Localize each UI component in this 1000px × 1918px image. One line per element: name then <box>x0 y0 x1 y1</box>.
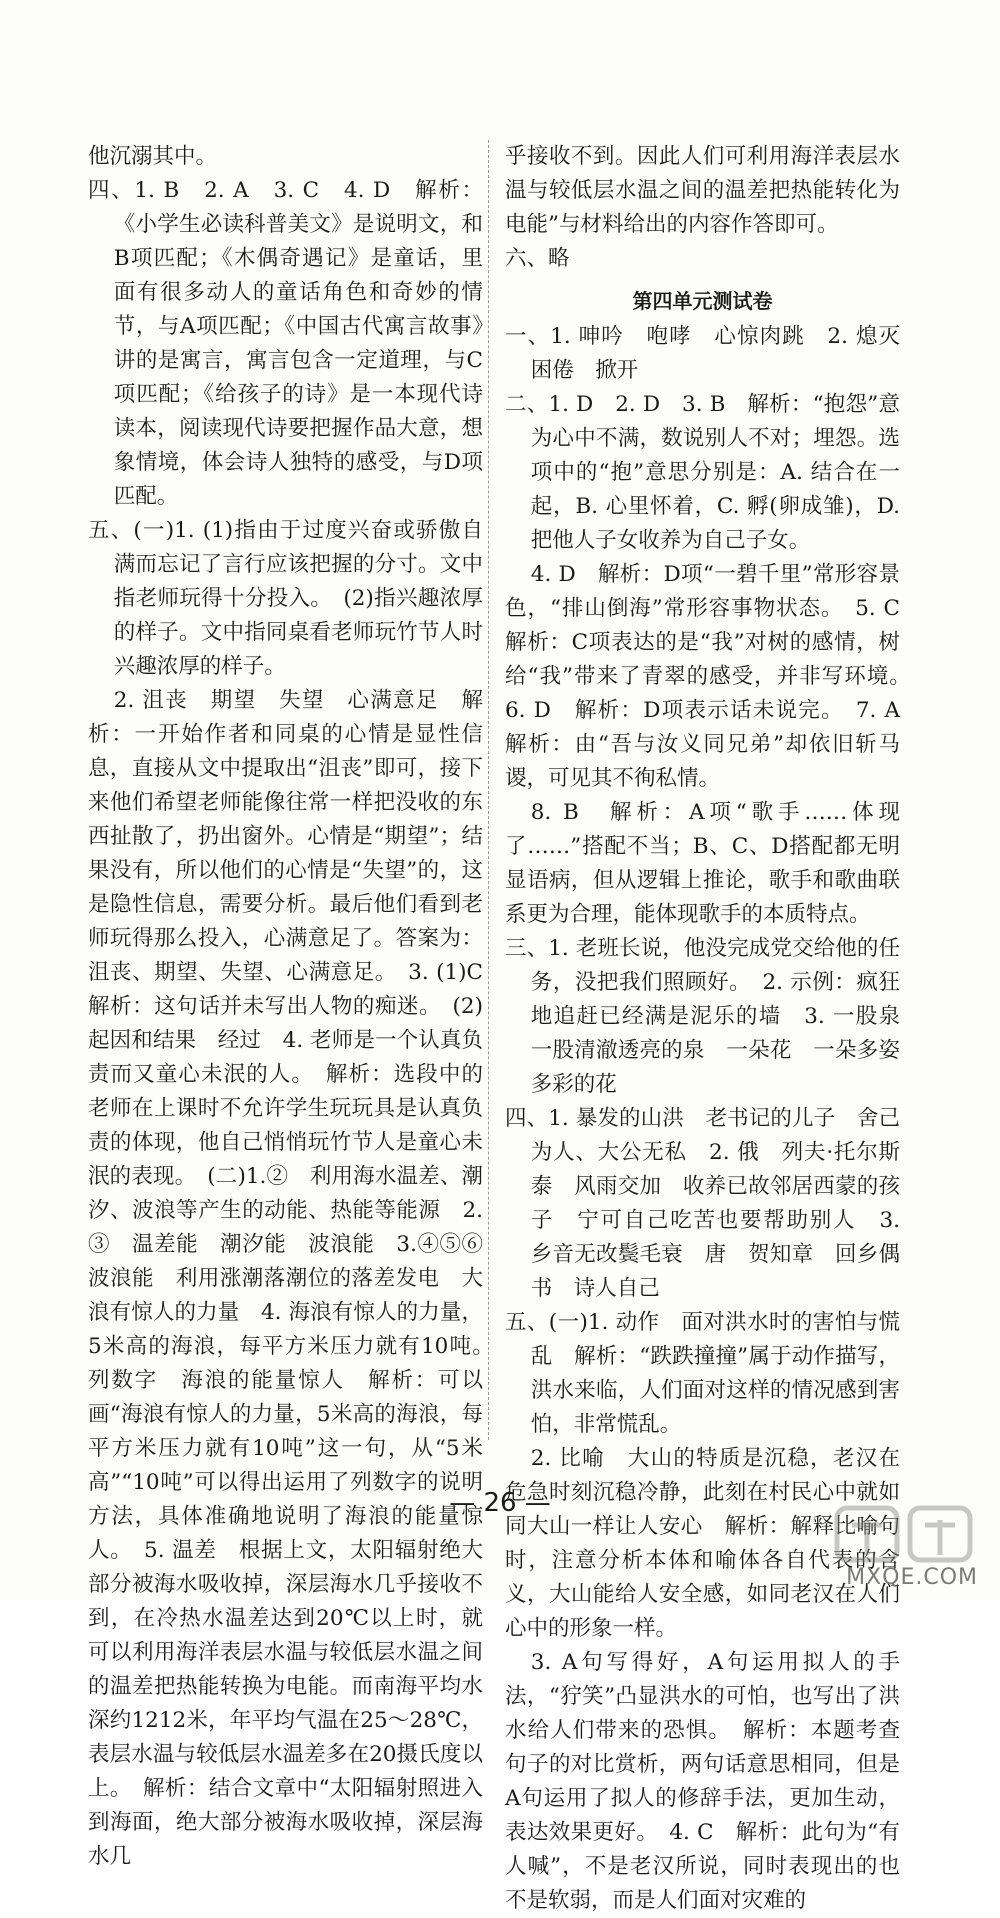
left-para-1: 四、1. B 2. A 3. C 4. D 解析：《小学生必读科普美文》是说明文，和B项匹配；《木偶奇遇记》是童话，里面有很多动人的童话角色和奇妙的情节，与A项匹配；《中国古代寓言故事》讲的是寓言，寓言包含一定道理，与C项匹配；《给孩子的诗》是一本现代诗读本，阅读现代诗要把握作品大意，想象情境，体会诗人独特的感受，与D项匹配。 <box>88 178 483 509</box>
right-para-9: 五、(一)1. 动作 面对洪水时的害怕与慌乱 解析：“跌跌撞撞”属于动作描写，洪水来临，人们面对这样的情况感到害怕，非常慌乱。 <box>505 1310 900 1437</box>
right-para-10: 2. 比喻 大山的特质是沉稳，老汉在危急时刻沉稳冷静，此刻在村民心中就如同大山一样让人安心 解析：解释比喻句时，注意分析本体和喻体各自代表的含义，大山能给人安全感，如同老汉在人们心中的形象一样。 <box>505 1446 900 1641</box>
right-para-11: 3. A句写得好，A句运用拟人的手法，“狞笑”凸显洪水的可怕，也写出了洪水给人们带来的恐惧。 解析：本题考查句子的对比赏析，两句话意思相同，但是A句运用了拟人的修辞手法，更加生动，表达效果更好。 4. C 解析：此句为“有人喊”，不是老汉所说，同时表现出的也不是软弱，而是人们面对灾难的 <box>505 1650 900 1913</box>
left-para-2: 五、(一)1. (1)指由于过度兴奋或骄傲自满而忘记了言行应该把握的分寸。文中指老师玩得十分投入。 (2)指兴趣浓厚的样子。文中指同桌看老师玩竹节人时兴趣浓厚的样子。 <box>88 518 483 679</box>
page-number: — 26 — <box>449 1488 551 1518</box>
right-para-3: 一、1. 呻吟 咆哮 心惊肉跳 2. 熄灭 困倦 掀开 <box>505 324 922 383</box>
right-para-8: 四、1. 暴发的山洪 老书记的儿子 舍己为人、大公无私 2. 俄 列夫·托尔斯泰 风雨交加 收养已故邻居西蒙的孩子 宁可自己吃苦也要帮助别人 3. 乡音无改鬓毛衰 唐 贺知章 回乡偶书 诗人自己 <box>505 1106 900 1301</box>
section-title: 第四单元测试卷 <box>632 289 773 313</box>
right-para-6: 8. B 解析：A项“歌手……体现了……”搭配不当；B、C、D搭配都无明显语病，但从逻辑上推论，歌手和歌曲联系更为合理，能体现歌手的本质特点。 <box>505 800 900 927</box>
right-para-1: 六、略 <box>505 246 570 271</box>
right-para-5: 4. D 解析：D项“一碧千里”常形容景色，“排山倒海”常形容事物状态。 5. C 解析：C项表达的是“我”对树的感情，树给“我”带来了青翠的感受，并非写环境。 6. D 解析：D项表示话未说完。 7. A 解析：由“吾与汝义同兄弟”却依旧斩马谡，可见其不徇私情。 <box>505 562 922 791</box>
left-para-0: 他沉溺其中。 <box>88 144 218 169</box>
column-divider <box>488 140 489 1440</box>
watermark-text: MXQE.COM <box>846 1565 978 1590</box>
left-para-3: 2. 沮丧 期望 失望 心满意足 解析：一开始作者和同桌的心情是显性信息，直接从文中提取出“沮丧”即可，接下来他们希望老师能像往常一样把没收的东西扯散了，扔出窗外。心情是“期望”；结果没有，所以他们的心情是“失望”的，这是隐性信息，需要分析。最后他们看到老师玩得那么投入，心满意足了。答案为：沮丧、期望、失望、心满意足。 3. (1)C 解析：这句话并未写出人物的痴迷。 (2)起因和结果 经过 4. 老师是一个认真负责而又童心未泯的人。 解析：选段中的老师在上课时不允许学生玩玩具是认真负责的体现，他自己悄悄玩竹节人是童心未泯的表现。 (二)1.② 利用海水温差、潮汐、波浪等产生的动能、热能等能源 2.③ 温差能 潮汐能 波浪能 3.④⑤⑥ 波浪能 利用涨潮落潮位的落差发电 大浪有惊人的力量 4. 海浪有惊人的力量，5米高的海浪，每平方米压力就有10吨。 列数字 海浪的能量惊人 解析：可以画“海浪有惊人的力量，5米高的海浪，每平方米压力就有10吨”这一句，从“5米高”“10吨”可以得出运用了列数字的说明方法，具体准确地说明了海浪的能量惊人。 5. 温差 根据上文，太阳辐射绝大部分被海水吸收掉，深层海水几乎接收不到，在冷热水温差达到20℃以上时，就可以利用海洋表层水温与较低层水温之间的温差把热能转换为电能。而南海平均水深约1212米，年平均气温在25～28℃，表层水温与较低层水温差多在20摄氏度以上。 解析：结合文章中“太阳辐射照进入到海面，绝大部分被海水吸收掉，深层海水几 <box>88 688 505 1869</box>
right-para-4: 二、1. D 2. D 3. B 解析：“抱怨”意为心中不满，数说别人不对；埋怨。选项中的“抱”意思分别是：A. 结合在一起，B. 心里怀着，C. 孵(卵成雏)，D. 把他人子女收养为自己子女。 <box>505 392 900 553</box>
right-para-7: 三、1. 老班长说，他没完成党交给他的任务，没把我们照顾好。 2. 示例：疯狂地追赶已经满是泥乐的墙 3. 一股泉 一股清澈透亮的泉 一朵花 一朵多姿多彩的花 <box>505 936 922 1097</box>
right-para-0: 乎接收不到。因此人们可利用海洋表层水温与较低层水温之间的温差把热能转化为电能”与材料给出的内容作答即可。 <box>505 144 900 237</box>
